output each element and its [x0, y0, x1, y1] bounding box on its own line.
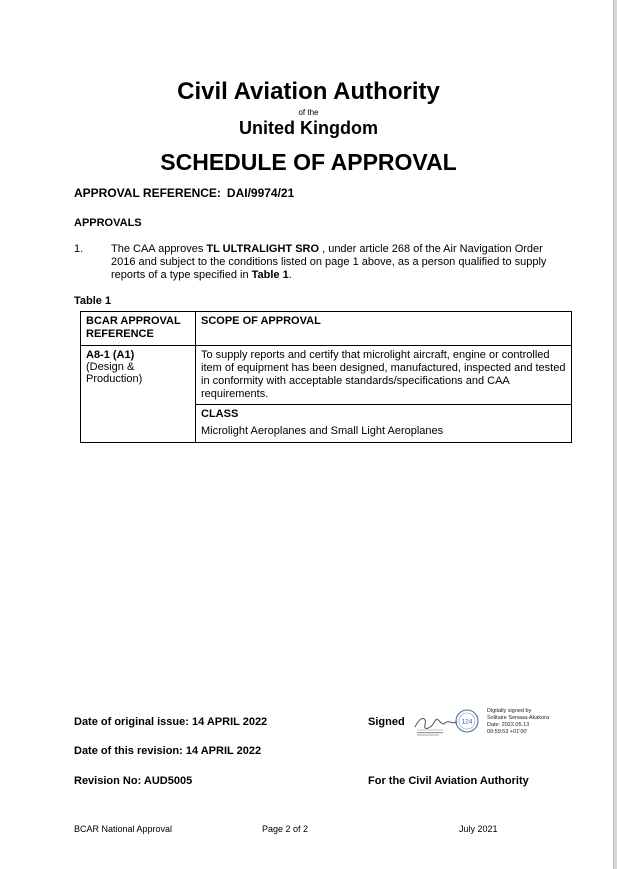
- header-scope: SCOPE OF APPROVAL: [196, 312, 572, 346]
- authority-title: Civil Aviation Authority: [177, 78, 440, 105]
- class-cell: [196, 405, 572, 443]
- approval-table: [80, 311, 572, 443]
- seal-stamp-icon: [456, 710, 478, 732]
- approval-reference-value: DAI/9974/21: [226, 186, 295, 200]
- reference-cell: [81, 345, 196, 443]
- digital-signature-info: [487, 708, 549, 736]
- digital-sig-signer: Solitaire Serwaa-Akakora: [487, 715, 550, 721]
- schedule-title: SCHEDULE OF APPROVAL: [160, 149, 457, 175]
- revision-number: Revision No: AUD5005: [74, 775, 193, 787]
- header-bcar-reference: BCAR APPROVAL REFERENCE: [81, 312, 196, 346]
- approval-text-end: .: [288, 269, 292, 281]
- table-caption: Table 1: [74, 295, 112, 307]
- original-issue-date: Date of original issue: 14 APRIL 2022: [74, 716, 268, 728]
- approval-item-text: [111, 243, 551, 282]
- table-reference: Table 1: [251, 269, 289, 281]
- approval-text-before: The CAA approves: [111, 243, 207, 255]
- table-header-row: [81, 312, 572, 346]
- footer-page-number: Page 2 of 2: [262, 824, 309, 834]
- class-label: CLASS: [201, 408, 239, 421]
- signed-label: Signed: [368, 716, 405, 728]
- class-value: Microlight Aeroplanes and Small Light Aeroplanes: [201, 425, 444, 438]
- revision-date: Date of this revision: 14 APRIL 2022: [74, 745, 262, 757]
- reference-note: (Design & Production): [86, 360, 143, 385]
- approval-text-middle: , under article 268 of the Air Navigation Order 2016 and subject to the conditions listed on page 1 above, as a person qualified to supply reports of a type specified in: [111, 243, 547, 281]
- company-name: TL ULTRALIGHT SRO: [206, 243, 320, 255]
- reference-code: A8-1 (A1): [86, 348, 135, 361]
- digital-sig-date: Date: 2022.05.13: [487, 722, 530, 728]
- stamp-number: 124: [461, 718, 473, 726]
- scope-cell: To supply reports and certify that microlight aircraft, engine or controlled item of equipment has been designed, manufactured, inspected and tested in conformity with acceptable standards/specifications and CAA requirements.: [196, 345, 572, 405]
- country-title: United Kingdom: [239, 118, 378, 138]
- approval-reference: [74, 186, 294, 200]
- footer-date: July 2021: [459, 824, 498, 834]
- approval-item-number: 1.: [74, 243, 84, 255]
- approvals-heading: APPROVALS: [74, 217, 142, 229]
- for-authority-text: For the Civil Aviation Authority: [368, 775, 529, 787]
- digital-sig-line: Digitally signed by: [487, 708, 532, 714]
- footer-left: BCAR National Approval: [74, 824, 173, 834]
- table-row: [81, 345, 572, 405]
- approval-reference-label: APPROVAL REFERENCE:: [74, 186, 221, 200]
- handwritten-signature: [413, 707, 485, 742]
- digital-sig-time: 09:59:53 +01'00': [487, 729, 528, 735]
- of-the-text: of the: [298, 108, 319, 117]
